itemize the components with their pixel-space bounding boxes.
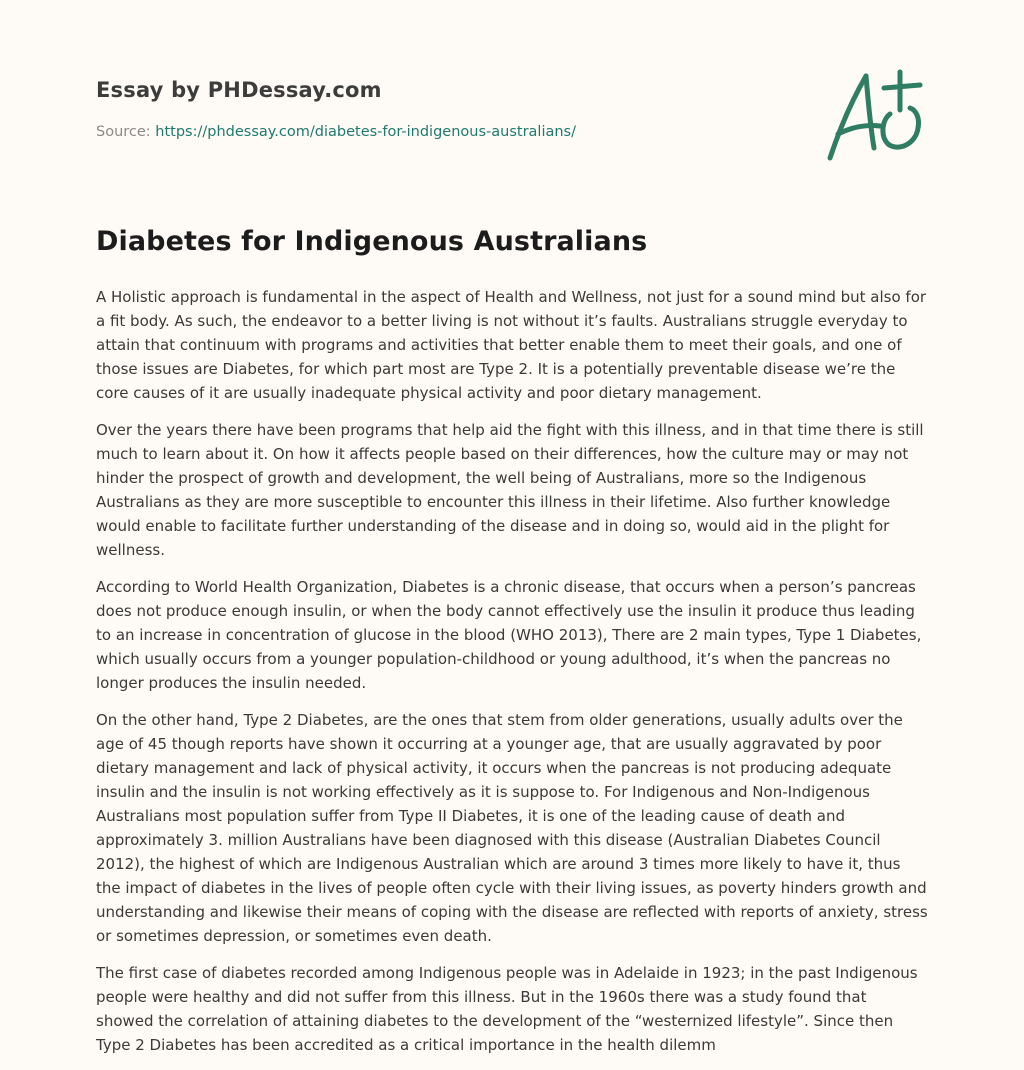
a-plus-logo-icon xyxy=(824,66,928,166)
essay-body xyxy=(96,285,928,1070)
source-link[interactable]: https://phdessay.com/diabetes-for-indigenous-australians/ xyxy=(155,124,576,140)
essay-paragraph-4: On the other hand, Type 2 Diabetes, are the ones that stem from older generations, usually adults over the age of 45 though reports have shown it occurring at a younger age, that are usually aggravated by poor dietary management and lack of physical activity, it occurs when the pancreas is not producing adequate insulin and the insulin is not working effectively as it is suppose to. For Indigenous and Non-Indigenous Australians most population suffer from Type II Diabetes, it is one of the leading cause of death and approximately 3. million Australians have been diagnosed with this disease (Australian Diabetes Council 2012), the highest of which are Indigenous Australian which are around 3 times more likely to have it, thus the impact of diabetes in the lives of people often cycle with their living issues, as poverty hinders growth and understanding and likewise their means of coping with the disease are reflected with reports of anxiety, stress or sometimes depression, or sometimes even death. xyxy=(96,711,928,945)
source-label: Source: xyxy=(96,124,151,140)
source-line xyxy=(96,124,576,140)
site-brand: Essay by PHDessay.com xyxy=(96,78,382,102)
essay-title: Diabetes for Indigenous Australians xyxy=(96,226,648,257)
essay-paragraph-2: Over the years there have been programs that help aid the fight with this illness, and in that time there is still much to learn about it. On how it affects people based on their differences, how the culture may or may not hinder the prospect of growth and development, the well being of Australians, more so the Indigenous Australians as they are more susceptible to encounter this illness in their lifetime. Also further knowledge would enable to facilitate further understanding of the disease and in doing so, would aid in the plight for wellness. xyxy=(96,421,924,559)
essay-paragraph-5: The first case of diabetes recorded among Indigenous people was in Adelaide in 1923; in the past Indigenous people were healthy and did not suffer from this illness. But in the 1960s there was a study found that showed the correlation of attaining diabetes to the development of the “westernized lifestyle”. Since then Type 2 Diabetes has been accredited as a critical importance in the health dilemm xyxy=(96,964,918,1054)
essay-paragraph-3: According to World Health Organization, Diabetes is a chronic disease, that occurs when a person’s pancreas does not produce enough insulin, or when the body cannot effectively use the insulin it produce thus leading to an increase in concentration of glucose in the blood (WHO 2013), There are 2 main types, Type 1 Diabetes, which usually occurs from a younger population-childhood or young adulthood, it’s when the pancreas no longer produces the insulin needed. xyxy=(96,578,922,692)
essay-paragraph-1: A Holistic approach is fundamental in the aspect of Health and Wellness, not just for a sound mind but also for a fit body. As such, the endeavor to a better living is not without it’s faults. Australians struggle everyday to attain that continuum with programs and activities that better enable them to meet their goals, and one of those issues are Diabetes, for which part most are Type 2. It is a potentially preventable disease we’re the core causes of it are usually inadequate physical activity and poor dietary management. xyxy=(96,288,927,402)
